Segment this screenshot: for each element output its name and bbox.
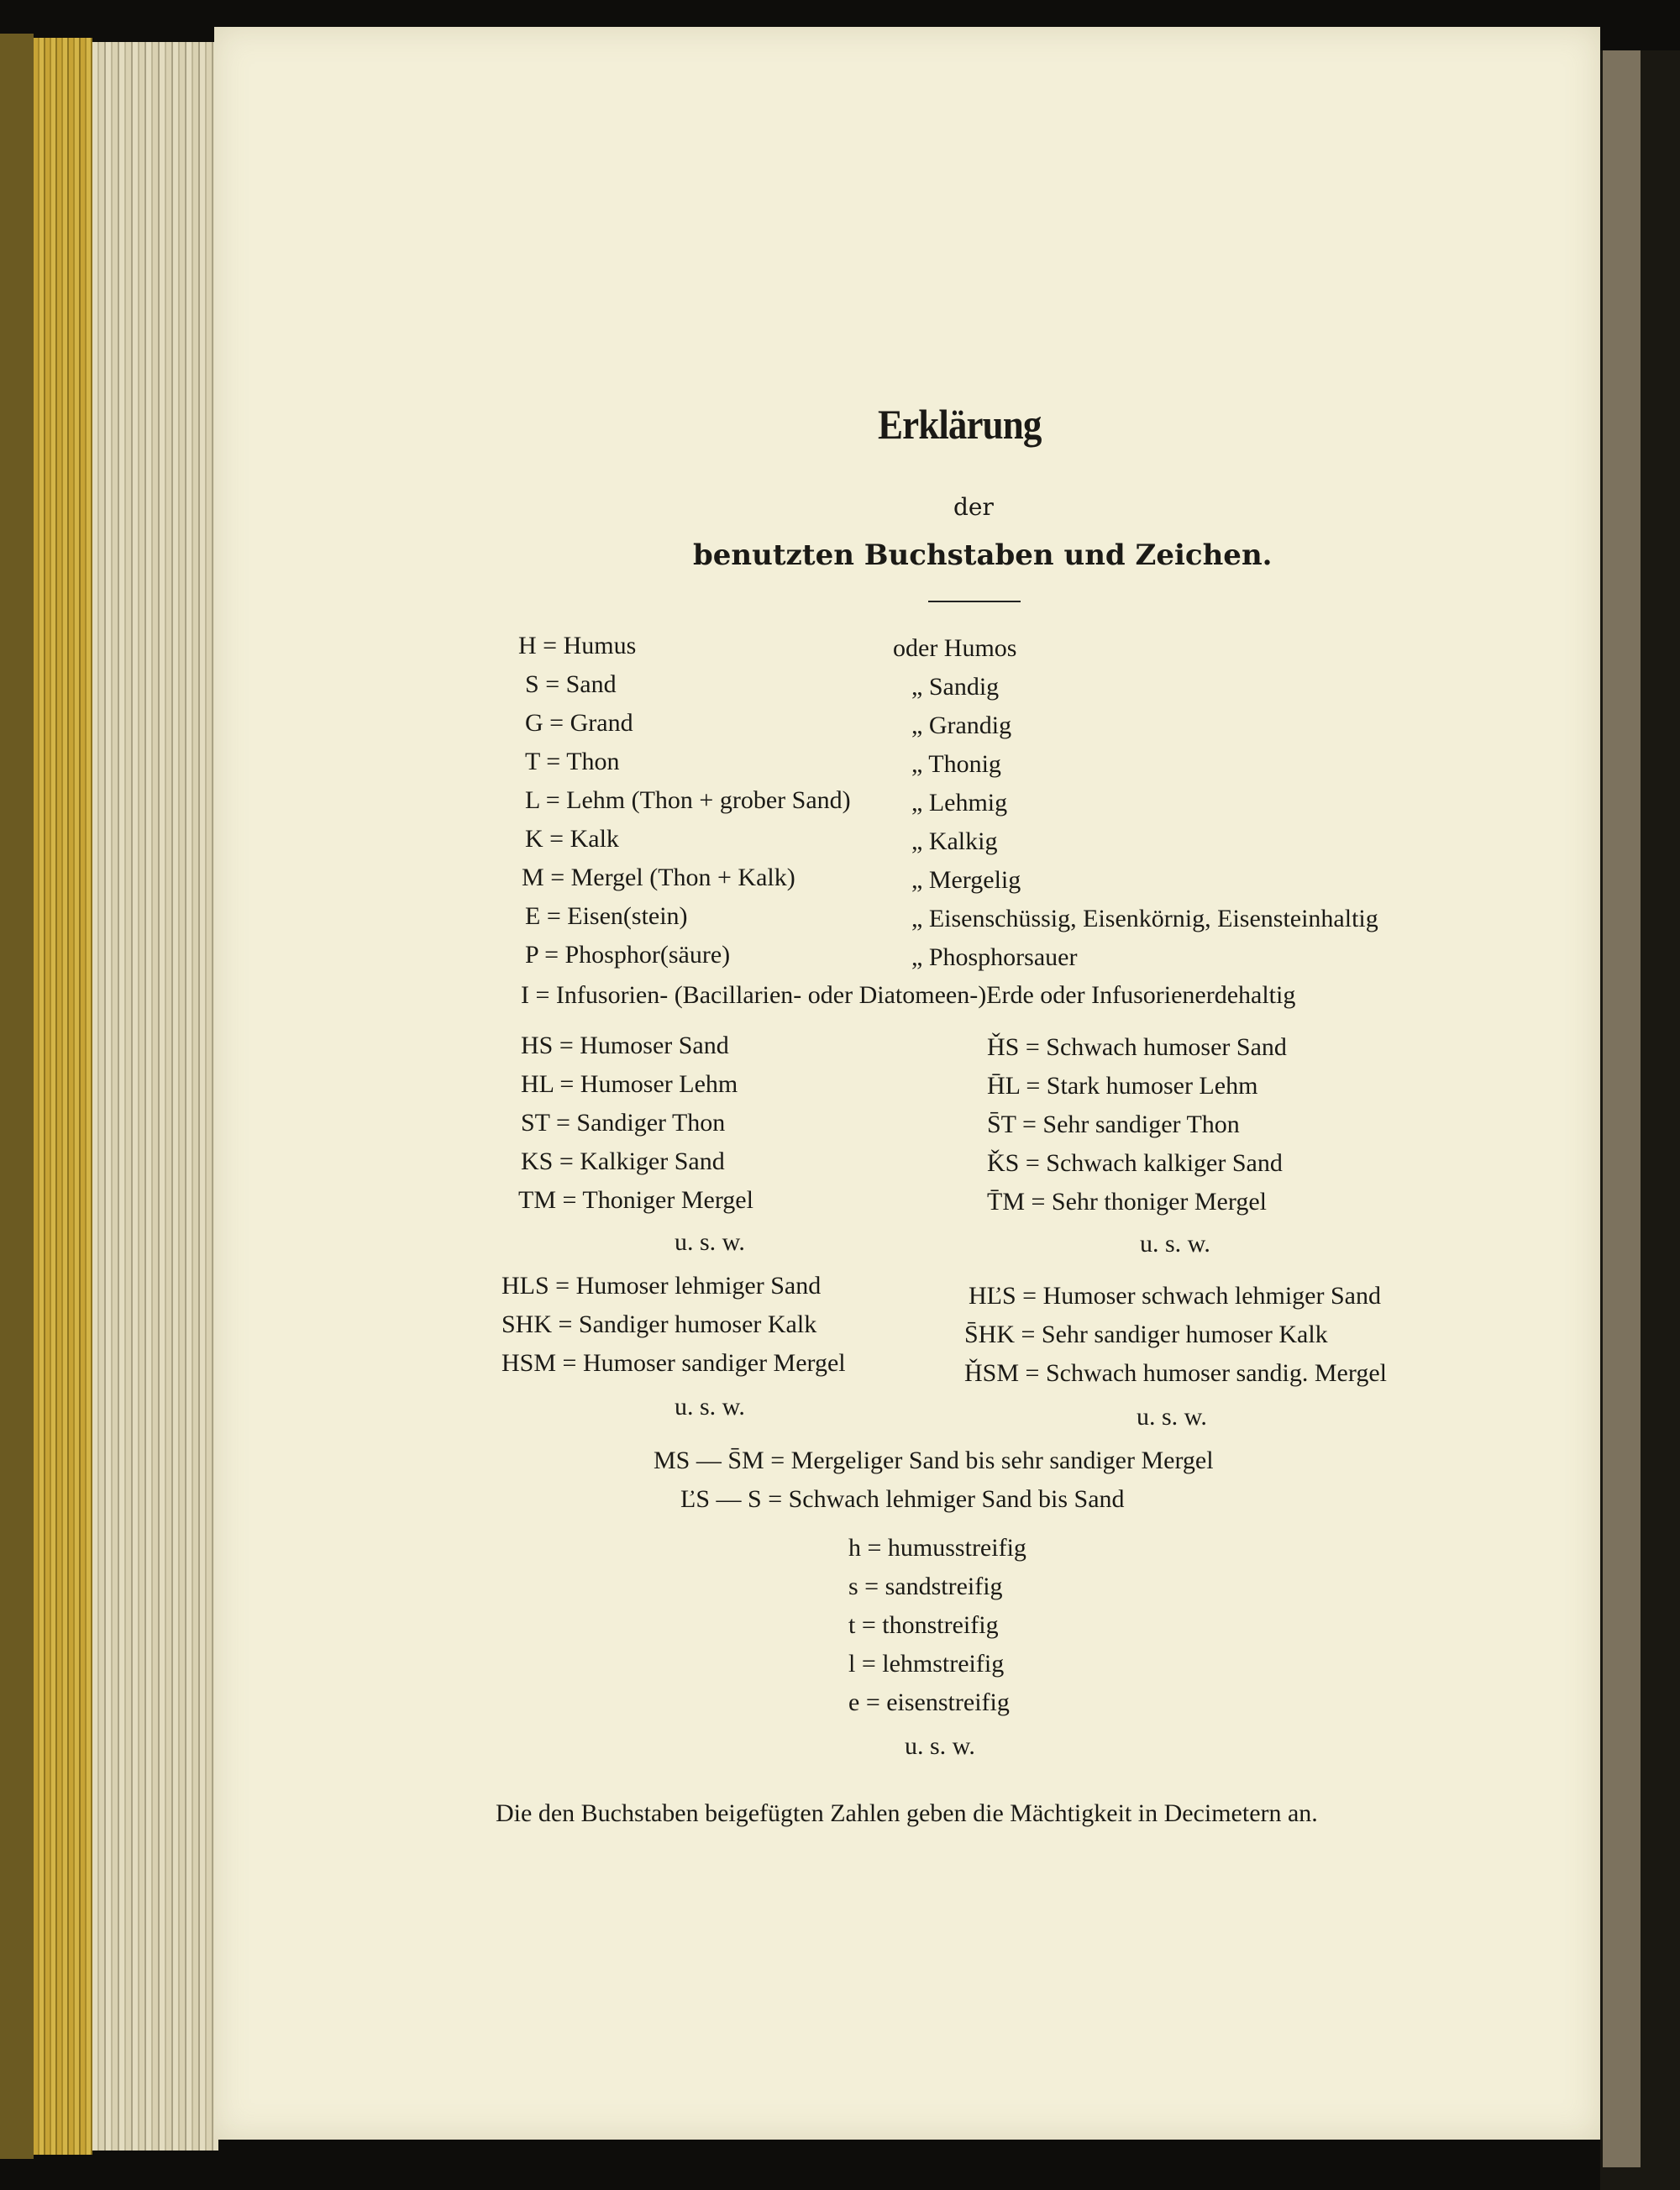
streak-row: h = humusstreifig <box>848 1534 1026 1562</box>
pair-left: HL = Humoser Lehm <box>521 1070 738 1098</box>
basic-row: H = Humus <box>518 632 637 659</box>
basic-row-adjective: „ Thonig <box>911 750 1001 778</box>
streak-row: t = thonstreifig <box>848 1611 999 1639</box>
book-page <box>214 27 1600 2140</box>
streak-row: s = sandstreifig <box>848 1573 1003 1600</box>
basic-row: E = Eisen(stein) <box>525 902 688 930</box>
pairs-left-usw: u. s. w. <box>675 1228 745 1256</box>
range-row: MS — S̄M = Mergeliger Sand bis sehr sandiger Mergel <box>654 1447 1214 1474</box>
streak-row: l = lehmstreifig <box>848 1650 1005 1678</box>
triple-left: HLS = Humoser lehmiger Sand <box>501 1272 822 1300</box>
basic-row-adjective: „ Kalkig <box>911 827 998 855</box>
pair-right: ȞS = Schwach humoser Sand <box>987 1033 1287 1061</box>
triple-left: HSM = Humoser sandiger Mergel <box>501 1349 846 1377</box>
subtitle-der: der <box>953 493 994 521</box>
basic-row: S = Sand <box>525 670 617 698</box>
pair-right: S̄T = Sehr sandiger Thon <box>987 1111 1240 1138</box>
book-right-page-edge <box>1603 50 1641 2167</box>
footer-note: Die den Buchstaben beigefügten Zahlen geben die Mächtigkeit in Decimetern an. <box>496 1799 1318 1827</box>
pair-right: T̄M = Sehr thoniger Mergel <box>987 1188 1267 1216</box>
triples-right-usw: u. s. w. <box>1137 1403 1207 1431</box>
basic-row-adjective: „ Grandig <box>911 712 1012 739</box>
pairs-right-usw: u. s. w. <box>1140 1230 1210 1258</box>
book-edge-gilt <box>34 38 92 2155</box>
pair-left: ST = Sandiger Thon <box>521 1109 726 1137</box>
triple-right: HĽS = Humoser schwach lehmiger Sand <box>969 1282 1381 1310</box>
book-page-stack <box>92 42 218 2151</box>
basic-row-adjective: „ Eisenschüssig, Eisenkörnig, Eisensteinhaltig <box>911 905 1378 932</box>
basic-row-adjective: „ Phosphorsauer <box>911 943 1078 971</box>
title-rule <box>928 601 1021 602</box>
range-row: ĽS — S = Schwach lehmiger Sand bis Sand <box>680 1485 1125 1513</box>
basic-row: K = Kalk <box>525 825 619 853</box>
book-edge-dark <box>0 34 34 2159</box>
pair-left: TM = Thoniger Mergel <box>518 1186 753 1214</box>
streak-row: e = eisenstreifig <box>848 1688 1010 1716</box>
pair-left: KS = Kalkiger Sand <box>521 1148 725 1175</box>
pair-right: H̄L = Stark humoser Lehm <box>987 1072 1258 1100</box>
triple-right: S̄HK = Sehr sandiger humoser Kalk <box>964 1321 1328 1348</box>
basic-row-adjective: „ Sandig <box>911 673 1000 701</box>
basic-row: L = Lehm (Thon + grober Sand) <box>525 786 851 814</box>
basic-row: M = Mergel (Thon + Kalk) <box>522 864 795 891</box>
basic-row-adjective: „ Lehmig <box>911 789 1008 817</box>
basic-row-adjective: oder Humos <box>893 634 1017 662</box>
pair-right: ǨS = Schwach kalkiger Sand <box>987 1149 1283 1177</box>
basic-row: G = Grand <box>525 709 633 737</box>
triple-left: SHK = Sandiger humoser Kalk <box>501 1310 817 1338</box>
triple-right: ȞSM = Schwach humoser sandig. Mergel <box>964 1359 1387 1387</box>
basic-row: T = Thon <box>525 748 620 775</box>
page-title: Erklärung <box>878 401 1042 448</box>
triples-left-usw: u. s. w. <box>675 1393 745 1421</box>
pair-left: HS = Humoser Sand <box>521 1032 729 1059</box>
basic-row-adjective: „ Mergelig <box>911 866 1021 894</box>
basic-row: P = Phosphor(säure) <box>525 941 731 969</box>
streaks-usw: u. s. w. <box>905 1732 975 1760</box>
infusorien-row: I = Infusorien- (Bacillarien- oder Diatomeen-)Erde oder Infusorienerdehaltig <box>521 981 1296 1009</box>
subtitle: benutzten Buchstaben und Zeichen. <box>693 538 1273 572</box>
